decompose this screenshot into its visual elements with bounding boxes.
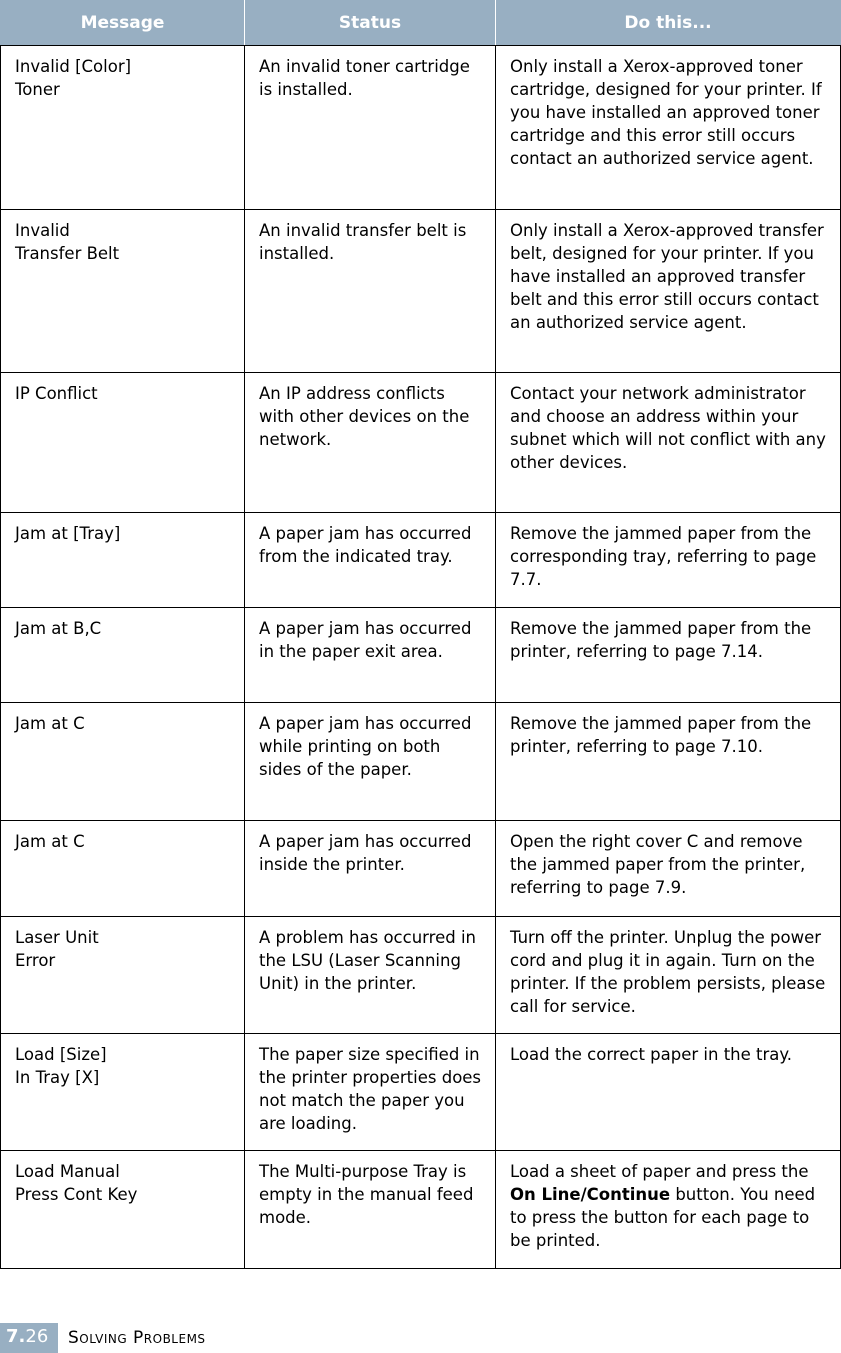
- status-cell: A paper jam has occurred in the paper exit area.: [245, 608, 496, 703]
- column-header-status: Status: [245, 0, 496, 46]
- on-line-continue-key-label: On Line/Continue: [510, 1185, 671, 1204]
- action-cell: Only install a Xerox-approved toner cartridge, designed for your printer. If you have installed an approved toner cartridge and this error still occurs contact an authorized service agent.: [496, 46, 841, 210]
- table-row: [1, 703, 841, 821]
- status-cell: The paper size specified in the printer properties does not match the paper you are loading.: [245, 1034, 496, 1151]
- status-cell: A paper jam has occurred while printing on both sides of the paper.: [245, 703, 496, 821]
- message-cell: Load Manual Press Cont Key: [1, 1151, 245, 1269]
- message-cell: Laser Unit Error: [1, 917, 245, 1034]
- page-number: [0, 1323, 58, 1353]
- message-cell: Invalid [Color] Toner: [1, 46, 245, 210]
- message-cell: Jam at C: [1, 821, 245, 917]
- column-header-do-this: Do this...: [496, 0, 841, 46]
- action-cell: Remove the jammed paper from the printer, referring to page 7.10.: [496, 703, 841, 821]
- table-row: [1, 1151, 841, 1269]
- table-header-row: [1, 0, 841, 46]
- message-cell: Invalid Transfer Belt: [1, 210, 245, 373]
- action-cell: Only install a Xerox-approved transfer belt, designed for your printer. If you have installed an approved transfer belt and this error still occurs contact an authorized service agent.: [496, 210, 841, 373]
- action-cell: Load the correct paper in the tray.: [496, 1034, 841, 1151]
- table-row: [1, 210, 841, 373]
- table-row: [1, 46, 841, 210]
- message-cell: IP Conflict: [1, 373, 245, 513]
- status-cell: The Multi-purpose Tray is empty in the manual feed mode.: [245, 1151, 496, 1269]
- page-footer: [0, 1323, 400, 1353]
- action-cell: Remove the jammed paper from the corresponding tray, referring to page 7.7.: [496, 513, 841, 608]
- table-row: [1, 821, 841, 917]
- action-cell: Open the right cover C and remove the jammed paper from the printer, referring to page 7.9.: [496, 821, 841, 917]
- page-subnumber: 26: [25, 1326, 49, 1347]
- table-row: [1, 1034, 841, 1151]
- status-cell: A paper jam has occurred from the indicated tray.: [245, 513, 496, 608]
- action-cell: Contact your network administrator and choose an address within your subnet which will not conflict with any other devices.: [496, 373, 841, 513]
- message-cell: Jam at [Tray]: [1, 513, 245, 608]
- status-cell: An invalid toner cartridge is installed.: [245, 46, 496, 210]
- chapter-number: 7.: [6, 1326, 26, 1347]
- message-cell: Jam at C: [1, 703, 245, 821]
- action-cell: [496, 1151, 841, 1269]
- table-row: [1, 373, 841, 513]
- section-title: Solving Problems: [68, 1328, 206, 1348]
- column-header-message: Message: [1, 0, 245, 46]
- status-cell: An invalid transfer belt is installed.: [245, 210, 496, 373]
- action-text: button. You need to press the button for each page to be printed.: [510, 1185, 816, 1250]
- message-cell: Jam at B,C: [1, 608, 245, 703]
- action-cell: Remove the jammed paper from the printer, referring to page 7.14.: [496, 608, 841, 703]
- table-row: [1, 608, 841, 703]
- status-cell: A problem has occurred in the LSU (Laser Scanning Unit) in the printer.: [245, 917, 496, 1034]
- table-row: [1, 917, 841, 1034]
- action-cell: Turn off the printer. Unplug the power cord and plug it in again. Turn on the printer. If the problem persists, please call for service.: [496, 917, 841, 1034]
- table-row: [1, 513, 841, 608]
- message-cell: Load [Size] In Tray [X]: [1, 1034, 245, 1151]
- status-cell: An IP address conflicts with other devices on the network.: [245, 373, 496, 513]
- action-text: Load a sheet of paper and press the: [510, 1162, 809, 1181]
- status-cell: A paper jam has occurred inside the printer.: [245, 821, 496, 917]
